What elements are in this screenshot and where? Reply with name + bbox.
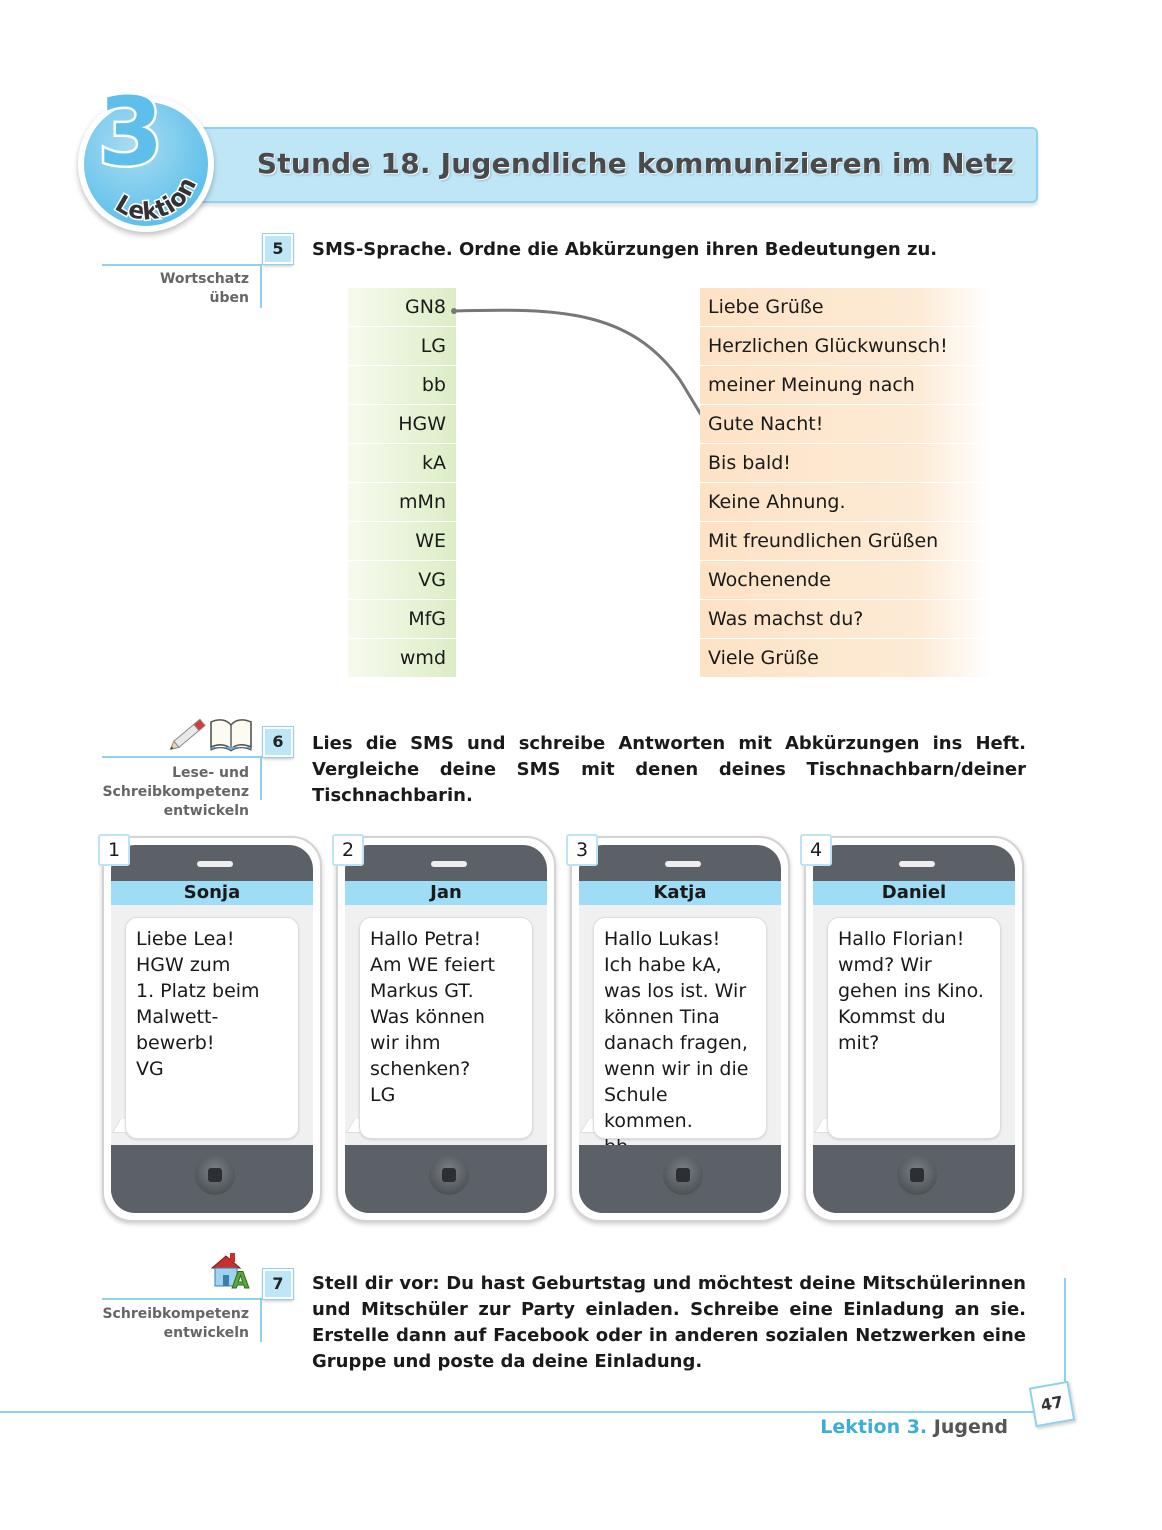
side-label-line: Schreibkompetenz xyxy=(102,784,249,800)
phone-sonja xyxy=(102,836,322,1222)
abbreviation-item[interactable]: GN8 xyxy=(348,288,456,327)
meaning-item[interactable]: Wochenende xyxy=(700,561,992,600)
speaker-icon xyxy=(665,861,701,867)
home-square-icon xyxy=(676,1168,690,1182)
sms-message: Hallo Lukas! Ich habe kA, was los ist. Wir können Tina danach fragen, wenn wir in die Schule kommen. xyxy=(593,917,767,1139)
exercise-number-6: 6 xyxy=(263,727,293,757)
side-divider-5 xyxy=(102,264,262,266)
sender-name: Daniel xyxy=(813,881,1015,905)
side-label-6 xyxy=(102,764,249,821)
sms-message: Liebe Lea! HGW zum 1. Platz beim Malwett- bewerb! VG xyxy=(125,917,299,1139)
svg-text:Lektion xyxy=(111,173,202,226)
task-text-7: Stell dir vor: Du hast Geburtstag und möchtest deine Mitschülerinnen und Mitschüler zur Party einladen. Schreibe eine Einladung an sie. Erstelle dann auf Facebook oder in anderen sozialen Netzwerken eine Gruppe und poste da deine Einladung. xyxy=(312,1273,1026,1372)
side-vline-6 xyxy=(260,756,262,800)
abbreviation-item[interactable]: HGW xyxy=(348,405,456,444)
phone-number-label: 4 xyxy=(800,834,832,866)
lesson-number: 3 xyxy=(98,78,164,187)
phone-body xyxy=(579,845,781,1213)
phone-bottom xyxy=(111,1145,313,1213)
meaning-item[interactable]: meiner Meinung nach xyxy=(700,366,992,405)
lesson-word-text: Lektion xyxy=(110,172,203,226)
phone-screen xyxy=(345,905,547,1145)
phone-bottom xyxy=(813,1145,1015,1213)
meaning-item[interactable]: Was machst du? xyxy=(700,600,992,639)
sender-name: Katja xyxy=(579,881,781,905)
speaker-icon xyxy=(197,861,233,867)
page-number: 47 xyxy=(1029,1381,1075,1427)
side-label-line: Wortschatz xyxy=(159,271,249,287)
sms-message: Hallo Florian! wmd? Wir gehen ins Kino. Kommst du mit? xyxy=(827,917,1001,1139)
phone-jan xyxy=(336,836,556,1222)
exercise-number-5: 5 xyxy=(263,234,293,264)
sms-message: Hallo Petra! Am WE feiert Markus GT. Was können wir ihm schenken? LG xyxy=(359,917,533,1139)
speaker-icon xyxy=(431,861,467,867)
meaning-item[interactable]: Viele Grüße xyxy=(700,639,992,678)
abbreviation-item[interactable]: MfG xyxy=(348,600,456,639)
abbreviation-item[interactable]: LG xyxy=(348,327,456,366)
meaning-item[interactable]: Keine Ahnung. xyxy=(700,483,992,522)
side-divider-7 xyxy=(102,1298,262,1300)
sender-name: Jan xyxy=(345,881,547,905)
side-vline-5 xyxy=(260,264,262,308)
side-label-line: Lese- und xyxy=(172,765,249,781)
side-divider-6 xyxy=(102,756,262,758)
book-icon xyxy=(208,716,254,752)
right-margin-line xyxy=(1064,1278,1066,1392)
home-square-icon xyxy=(442,1168,456,1182)
footer-topic: Jugend xyxy=(933,1416,1008,1438)
phone-katja xyxy=(570,836,790,1222)
meaning-item[interactable]: Herzlichen Glückwunsch! xyxy=(700,327,992,366)
exercise-number-7: 7 xyxy=(263,1269,293,1299)
phone-bottom xyxy=(345,1145,547,1213)
svg-text:A: A xyxy=(232,1269,250,1292)
phone-screen xyxy=(579,905,781,1145)
phone-body xyxy=(345,845,547,1213)
phone-body xyxy=(111,845,313,1213)
page-title: Stunde 18. Jugendliche kommunizieren im Netz xyxy=(256,147,1014,180)
phone-screen xyxy=(111,905,313,1145)
side-vline-7 xyxy=(260,1298,262,1342)
phone-screen xyxy=(813,905,1015,1145)
home-button-icon xyxy=(663,1155,703,1195)
abbreviation-item[interactable]: WE xyxy=(348,522,456,561)
footer-lesson: Lektion 3. xyxy=(820,1416,928,1438)
lesson-banner xyxy=(150,127,1038,203)
task-text-5: SMS-Sprache. Ordne die Abkürzungen ihren Bedeutungen zu. xyxy=(312,239,938,260)
home-square-icon xyxy=(910,1168,924,1182)
speaker-icon xyxy=(899,861,935,867)
meaning-item[interactable]: Mit freundlichen Grüßen xyxy=(700,522,992,561)
abbreviation-item[interactable]: mMn xyxy=(348,483,456,522)
footer-caption xyxy=(820,1416,1008,1438)
side-label-5 xyxy=(160,270,249,308)
lesson-badge xyxy=(78,78,214,232)
footer-line xyxy=(0,1411,1040,1413)
abbreviation-item[interactable]: VG xyxy=(348,561,456,600)
abbreviation-item[interactable]: kA xyxy=(348,444,456,483)
abbreviation-item[interactable]: wmd xyxy=(348,639,456,678)
meaning-column xyxy=(700,288,992,678)
phone-number-label: 1 xyxy=(98,834,130,866)
task-text-6: Lies die SMS und schreibe Antworten mit Abkürzungen ins Heft. Vergleiche deine SMS mit denen deines Tischnachbarn/deiner Tischnachbarin. xyxy=(312,733,1026,806)
home-button-icon xyxy=(195,1155,235,1195)
meaning-item[interactable]: Bis bald! xyxy=(700,444,992,483)
phone-number-label: 2 xyxy=(332,834,364,866)
side-label-line: üben xyxy=(209,290,249,306)
side-label-7 xyxy=(102,1305,249,1343)
phone-number-label: 3 xyxy=(566,834,598,866)
home-square-icon xyxy=(208,1168,222,1182)
phone-body xyxy=(813,845,1015,1213)
matching-line xyxy=(440,300,720,440)
lesson-word xyxy=(78,96,214,232)
home-button-icon xyxy=(897,1155,937,1195)
meaning-item[interactable]: Liebe Grüße xyxy=(700,288,992,327)
side-label-line: Schreibkompetenz xyxy=(102,1306,249,1322)
home-button-icon xyxy=(429,1155,469,1195)
meaning-item[interactable]: Gute Nacht! xyxy=(700,405,992,444)
side-label-line: entwickeln xyxy=(163,1325,249,1341)
house-letter-icon xyxy=(208,1250,254,1292)
phone-daniel xyxy=(804,836,1024,1222)
sender-name: Sonja xyxy=(111,881,313,905)
side-label-line: entwickeln xyxy=(163,803,249,819)
phone-bottom xyxy=(579,1145,781,1213)
abbreviation-item[interactable]: bb xyxy=(348,366,456,405)
